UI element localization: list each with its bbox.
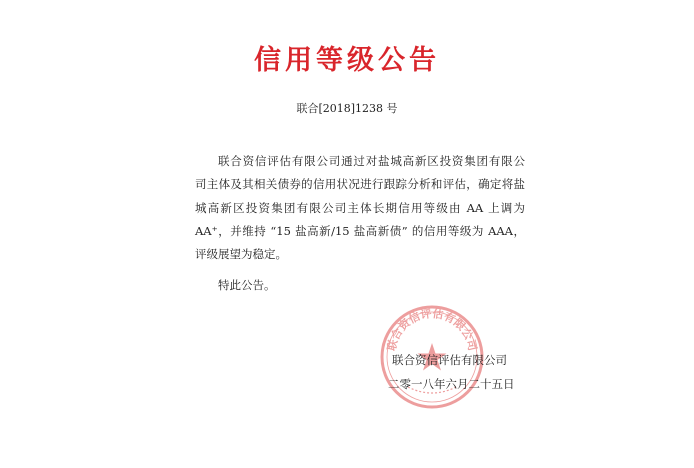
seal-text: 联合资信评估有限公司 — [384, 307, 480, 353]
body-line: 城高新区投资集团有限公司主体长期信用等级由 AA 上调为 — [195, 200, 525, 215]
signer-name: 联合资信评估有限公司 — [392, 353, 507, 367]
document-number: 联合[2018]1238 号 — [296, 102, 398, 115]
body-line: 司主体及其相关债券的信用状况进行跟踪分析和评估，确定将盐 — [195, 177, 525, 192]
closing-remark: 特此公告。 — [218, 278, 276, 292]
page-title: 信用等级公告 — [254, 45, 440, 76]
body-line: AA⁺，并维持 “15 盐高新/15 盐高新债” 的信用等级为 AAA， — [195, 223, 525, 238]
body-line: 联合资信评估有限公司通过对盐城高新区投资集团有限公 — [218, 154, 525, 168]
announcement-body — [195, 150, 525, 266]
body-line: 评级展望为稳定。 — [195, 247, 287, 262]
sign-date: 二零一八年六月二十五日 — [388, 377, 515, 391]
